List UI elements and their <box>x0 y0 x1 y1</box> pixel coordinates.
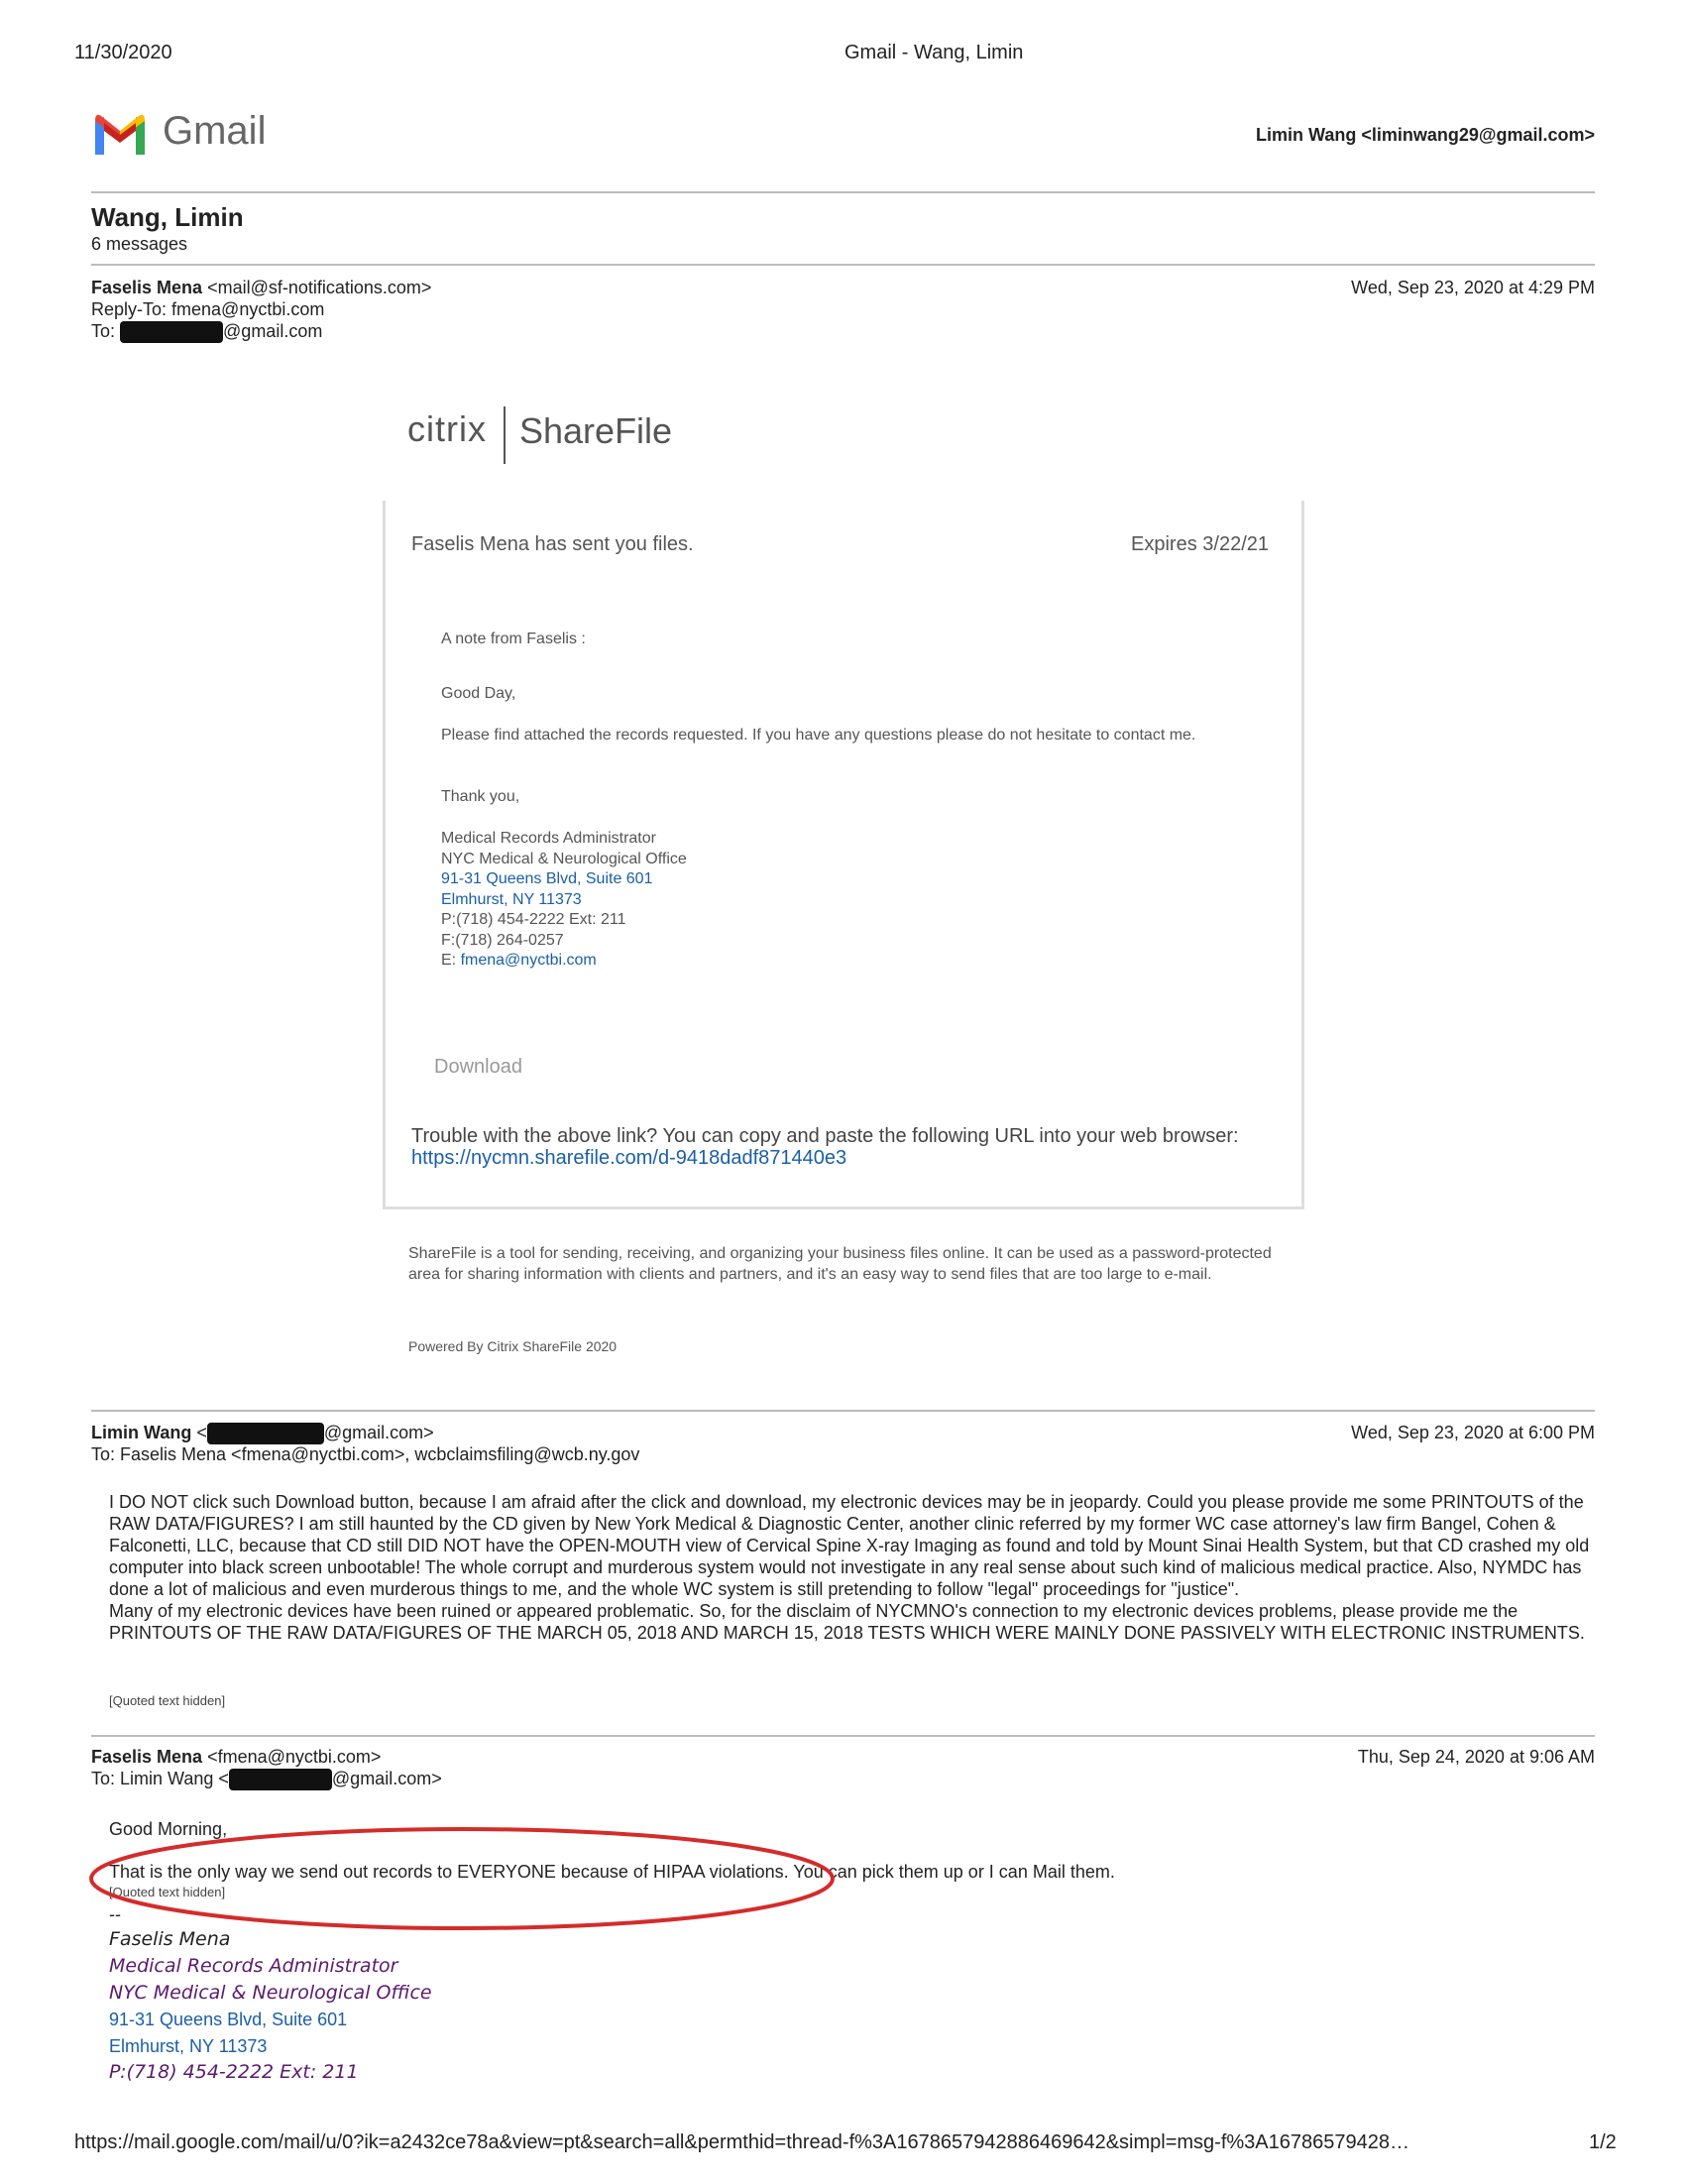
msg1-sender-address: <mail@sf-notifications.com> <box>207 278 432 297</box>
msg3-body: That is the only way we send out records to EVERYONE because of HIPAA violations. You can pick them up or I can Mail them. <box>109 1862 1115 1882</box>
msg2-from <box>91 1422 434 1444</box>
redaction <box>229 1769 332 1790</box>
thread-count: 6 messages <box>91 234 188 254</box>
print-title: Gmail - Wang, Limin <box>844 42 1024 63</box>
sig-city-link[interactable]: Elmhurst, NY 11373 <box>109 2036 268 2056</box>
msg3-to <box>91 1768 442 1790</box>
account-label: Limin Wang <liminwang29@gmail.com> <box>1256 125 1595 145</box>
sig-name: Faselis Mena <box>109 1928 231 1950</box>
msg3-sender-name: Faselis Mena <box>91 1747 203 1767</box>
msg1-to <box>91 320 322 343</box>
msg3-to-domain: @gmail.com> <box>331 1769 442 1788</box>
msg1-from <box>91 277 431 298</box>
msg2-to: To: Faselis Mena <fmena@nyctbi.com>, wcbclaimsfiling@wcb.ny.gov <box>91 1444 640 1464</box>
note-greeting: Good Day, <box>441 685 516 702</box>
sig-address-link[interactable]: 91-31 Queens Blvd, Suite 601 <box>441 870 653 887</box>
print-url: https://mail.google.com/mail/u/0?ik=a2432ce78a&view=pt&search=all&permthid=thread-f%3A1678657942886469642&simpl=msg-f%3A16786579428… <box>74 2131 1409 2153</box>
msg2-date: Wed, Sep 23, 2020 at 6:00 PM <box>1351 1423 1595 1442</box>
msg3-signature <box>109 1926 432 2007</box>
msg2-paragraph: I DO NOT click such Download button, because I am afraid after the click and download, my electronic devices may be in jeopardy. Could you please provide me some PRINTOUTS of the RAW DATA/FIGURES? I am still haunted by the CD given by New York Medical & Diagnostic Center, another clinic referred by my former WC case attorney's law firm Bangel, Cohen & Falconetti, LLC, because that CD still DID NOT have the OPEN-MOUTH view of Cervical Spine X-ray Imaging as found and told by Mount Sinai Health System, but that CD crashed my old computer into black screen unbootable! The whole corrupt and murderous system would not investigate in any real sense about such kind of malicious medical practice. Also, NYMDC has done a lot of malicious and even murderous things to me, and the whole WC system is still pretending to follow "legal" proceedings for "justice". <box>109 1492 1590 1599</box>
msg2-from-domain: @gmail.com> <box>323 1423 434 1442</box>
msg2-from-open: < <box>196 1423 207 1442</box>
thread-subject: Wang, Limin <box>91 202 244 232</box>
msg3-quoted-toggle[interactable]: [Quoted text hidden] <box>109 1885 226 1899</box>
logo-divider <box>504 406 506 464</box>
note-thanks: Thank you, <box>441 788 520 805</box>
note-signature <box>441 829 687 972</box>
gmail-logo-icon[interactable] <box>91 111 149 155</box>
redaction <box>120 321 223 343</box>
sig-title: Medical Records Administrator <box>441 830 656 847</box>
sig-separator: -- <box>109 1904 121 1924</box>
msg3-signature-address <box>109 2007 347 2060</box>
divider <box>91 1410 1595 1412</box>
msg2-quoted-toggle[interactable]: [Quoted text hidden] <box>109 1693 226 1708</box>
msg2-sender-name: Limin Wang <box>91 1423 192 1442</box>
msg1-reply-to: Reply-To: fmena@nyctbi.com <box>91 299 325 319</box>
sig-email-label: E: <box>441 952 457 969</box>
sharefile-about: ShareFile is a tool for sending, receiving, and organizing your business files online. It can be used as a password-protected area for sharing information with clients and partners, and it's an easy way to send files that are too large to e-mail. <box>408 1245 1272 1283</box>
download-button[interactable]: Download <box>434 1056 522 1078</box>
msg1-to-label: To: <box>91 321 116 341</box>
msg3-greeting: Good Morning, <box>109 1819 228 1839</box>
divider <box>91 264 1595 266</box>
sig-org: NYC Medical & Neurological Office <box>441 850 687 867</box>
sig-address-link[interactable]: 91-31 Queens Blvd, Suite 601 <box>109 2010 348 2029</box>
msg3-to-label: To: Limin Wang < <box>91 1769 229 1788</box>
sig-email-line <box>441 951 687 972</box>
msg3-sender-address: <fmena@nyctbi.com> <box>207 1747 382 1767</box>
sharefile-logo-text: ShareFile <box>519 410 673 451</box>
sharefile-expires: Expires 3/22/21 <box>1131 533 1269 555</box>
gmail-logo-text: Gmail <box>163 109 267 153</box>
msg1-date: Wed, Sep 23, 2020 at 4:29 PM <box>1351 278 1595 297</box>
print-date: 11/30/2020 <box>74 42 172 63</box>
msg3-from <box>91 1746 381 1768</box>
msg1-sender-name: Faselis Mena <box>91 278 203 297</box>
sig-fax: F:(718) 264-0257 <box>441 931 564 949</box>
msg3-signature-phone <box>109 2059 359 2086</box>
divider <box>91 191 1595 193</box>
redaction <box>207 1423 324 1444</box>
sharefile-powered: Powered By Citrix ShareFile 2020 <box>408 1338 618 1354</box>
divider <box>91 1735 1595 1737</box>
sig-email-link[interactable]: fmena@nyctbi.com <box>460 952 597 969</box>
sharefile-url-link[interactable]: https://nycmn.sharefile.com/d-9418dadf871440e3 <box>411 1147 847 1169</box>
trouble-text: Trouble with the above link? You can copy and paste the following URL into your web browser: <box>411 1125 1239 1147</box>
print-page-number: 1/2 <box>1589 2131 1617 2153</box>
msg2-paragraph: Many of my electronic devices have been ruined or appeared problematic. So, for the disclaim of NYCMNO's connection to my electronic devices problems, please provide me the PRINTOUTS OF THE RAW DATA/FIGURES OF THE MARCH 05, 2018 AND MARCH 15, 2018 TESTS WHICH WERE MAINLY DONE PASSIVELY WITH ELECTRONIC INSTRUMENTS. <box>109 1601 1585 1643</box>
sig-phone: P:(718) 454-2222 Ext: 211 <box>441 911 626 928</box>
note-body: Please find attached the records requested. If you have any questions please do not hesitate to contact me. <box>441 727 1196 744</box>
citrix-logo-text: citrix <box>407 408 487 449</box>
sharefile-sent-line: Faselis Mena has sent you files. <box>411 533 694 555</box>
sig-title: Medical Records Administrator <box>109 1955 398 1977</box>
msg1-to-domain: @gmail.com <box>223 321 323 341</box>
sig-city-link[interactable]: Elmhurst, NY 11373 <box>441 890 582 908</box>
msg2-body <box>109 1491 1591 1644</box>
sig-org: NYC Medical & Neurological Office <box>109 1982 432 2004</box>
sig-phone: P:(718) 454-2222 Ext: 211 <box>109 2061 359 2083</box>
annotation-ellipse <box>85 1822 839 1935</box>
msg3-date: Thu, Sep 24, 2020 at 9:06 AM <box>1357 1747 1595 1767</box>
note-heading: A note from Faselis : <box>441 631 586 647</box>
